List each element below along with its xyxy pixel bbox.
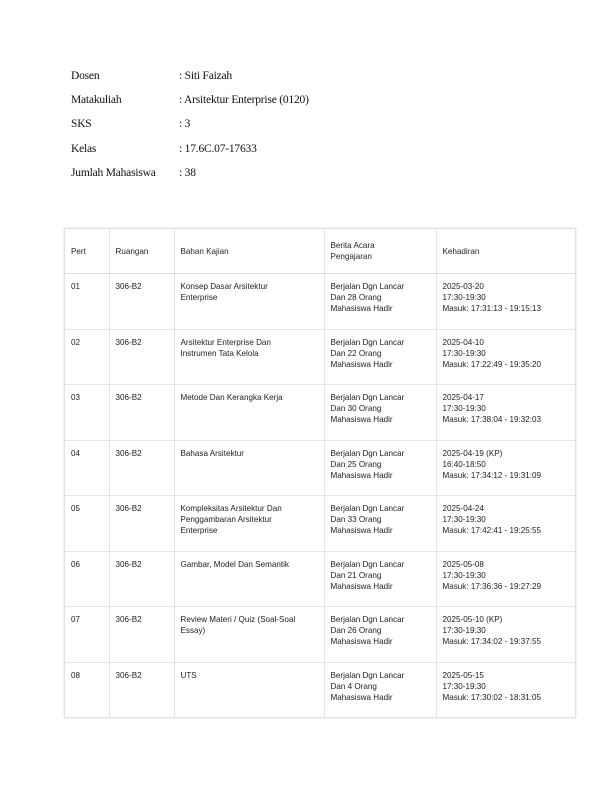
cell-pert: 01 — [65, 274, 109, 330]
cell-kehadiran — [436, 329, 575, 385]
cell-kehadiran-line: 2025-03-20 — [442, 282, 484, 291]
cell-bahan-kajian — [174, 551, 324, 607]
info-value: : 17.6C.07-17633 — [179, 142, 257, 155]
cell-bahan-kajian-line: Penggambaran Arsitektur — [180, 515, 272, 524]
info-label: Matakuliah — [71, 94, 122, 107]
cell-pert: 06 — [65, 551, 109, 607]
table-row — [65, 329, 575, 385]
cell-kehadiran-line: Masuk: 17:36:36 - 19:27:29 — [442, 581, 542, 591]
cell-berita-acara-line: Berjalan Dgn Lancar — [330, 448, 405, 458]
column-header-kehadiran: Kehadiran — [436, 229, 575, 274]
attendance-table-container — [64, 228, 576, 718]
cell-kehadiran-line: Masuk: 17:30:02 - 18:31:05 — [442, 692, 542, 702]
cell-kehadiran-line: Masuk: 17:22:49 - 19:35:20 — [442, 359, 542, 369]
cell-kehadiran — [436, 607, 575, 663]
cell-bahan-kajian-line: Kompleksitas Arsitektur Dan — [180, 504, 282, 513]
cell-kehadiran-line: 17:30-19:30 — [442, 404, 486, 413]
cell-kehadiran-line: 2025-04-17 — [442, 393, 484, 402]
column-header-pert: Pert — [65, 229, 109, 274]
cell-kehadiran-line: 17:30-19:30 — [442, 570, 486, 580]
cell-kehadiran — [436, 385, 575, 441]
cell-kehadiran-line: 2025-04-24 — [442, 504, 484, 513]
cell-kehadiran-line: Masuk: 17:34:12 - 19:31:09 — [442, 470, 542, 480]
cell-berita-acara-line: Dan 26 Orang — [330, 626, 382, 635]
cell-bahan-kajian-line: Gambar, Model Dan Semantik — [180, 559, 289, 569]
cell-bahan-kajian-line: Konsep Dasar Arsitektur — [180, 282, 268, 291]
cell-ruangan: 306-B2 — [109, 385, 174, 441]
table-body — [65, 274, 575, 718]
info-value: : 3 — [179, 118, 191, 131]
cell-kehadiran — [436, 662, 575, 718]
cell-kehadiran-line: 2025-05-15 — [442, 670, 484, 680]
cell-berita-acara-line: Dan 4 Orang — [330, 681, 377, 691]
cell-ruangan: 306-B2 — [109, 662, 174, 718]
column-header-bahan-kajian: Bahan Kajian — [174, 229, 324, 274]
cell-berita-acara-line: Mahasiswa Hadir — [330, 359, 393, 369]
cell-ruangan: 306-B2 — [109, 551, 174, 607]
cell-berita-acara-line: Berjalan Dgn Lancar — [330, 559, 405, 569]
cell-kehadiran-line: 17:30-19:30 — [442, 681, 486, 691]
cell-kehadiran-line: Masuk: 17:31:13 - 19:15:13 — [442, 304, 542, 313]
column-header-berita-acara — [324, 229, 436, 274]
cell-berita-acara — [324, 329, 436, 385]
column-header-ruangan: Ruangan — [109, 229, 174, 274]
cell-berita-acara-line: Dan 25 Orang — [330, 459, 382, 469]
cell-pert: 04 — [65, 440, 109, 496]
cell-kehadiran-line: Masuk: 17:42:41 - 19:25:55 — [442, 526, 542, 535]
cell-berita-acara-line: Mahasiswa Hadir — [330, 304, 393, 313]
cell-berita-acara — [324, 551, 436, 607]
cell-kehadiran-line: 17:30-19:30 — [442, 293, 486, 302]
cell-bahan-kajian-line: Bahasa Arsitektur — [180, 448, 244, 458]
cell-bahan-kajian — [174, 329, 324, 385]
cell-ruangan: 306-B2 — [109, 274, 174, 330]
cell-bahan-kajian — [174, 607, 324, 663]
cell-kehadiran-line: 2025-04-10 — [442, 337, 484, 347]
cell-bahan-kajian-line: Enterprise — [180, 526, 218, 535]
cell-berita-acara — [324, 274, 436, 330]
cell-bahan-kajian — [174, 440, 324, 496]
info-label: SKS — [71, 118, 92, 131]
cell-berita-acara — [324, 662, 436, 718]
cell-kehadiran — [436, 496, 575, 552]
info-value: : Arsitektur Enterprise (0120) — [179, 94, 309, 107]
table-row — [65, 662, 575, 718]
info-value: : 38 — [179, 166, 196, 179]
cell-berita-acara-line: Mahasiswa Hadir — [330, 470, 393, 480]
table-row — [65, 551, 575, 607]
cell-ruangan: 306-B2 — [109, 329, 174, 385]
cell-berita-acara-line: Berjalan Dgn Lancar — [330, 504, 405, 513]
cell-berita-acara-line: Dan 22 Orang — [330, 348, 382, 358]
cell-bahan-kajian-line: Enterprise — [180, 293, 218, 302]
cell-kehadiran-line: 2025-05-10 (KP) — [442, 615, 503, 624]
info-value: : Siti Faizah — [179, 70, 232, 82]
cell-berita-acara-line: Berjalan Dgn Lancar — [330, 670, 405, 680]
cell-kehadiran — [436, 440, 575, 496]
cell-ruangan: 306-B2 — [109, 607, 174, 663]
cell-pert: 02 — [65, 329, 109, 385]
cell-bahan-kajian-line: Arsitektur Enterprise Dan — [180, 337, 271, 347]
cell-berita-acara-line: Berjalan Dgn Lancar — [330, 393, 405, 402]
header-line: Pengajaran — [330, 252, 372, 261]
table-row — [65, 496, 575, 552]
cell-bahan-kajian — [174, 385, 324, 441]
table-header-row — [65, 229, 575, 274]
cell-berita-acara — [324, 440, 436, 496]
cell-kehadiran-line: 16:40-18:50 — [442, 459, 486, 469]
table-row — [65, 274, 575, 330]
attendance-table — [65, 229, 575, 718]
cell-berita-acara-line: Dan 30 Orang — [330, 404, 382, 413]
table-row — [65, 440, 575, 496]
cell-berita-acara — [324, 385, 436, 441]
cell-berita-acara-line: Dan 33 Orang — [330, 515, 382, 524]
cell-kehadiran-line: 17:30-19:30 — [442, 626, 486, 635]
cell-berita-acara-line: Berjalan Dgn Lancar — [330, 282, 405, 291]
cell-kehadiran-line: 17:30-19:30 — [442, 515, 486, 524]
cell-ruangan: 306-B2 — [109, 496, 174, 552]
cell-bahan-kajian-line: Essay) — [180, 626, 206, 635]
cell-pert: 03 — [65, 385, 109, 441]
cell-bahan-kajian-line: UTS — [180, 670, 197, 680]
cell-berita-acara-line: Mahasiswa Hadir — [330, 526, 393, 535]
cell-berita-acara-line: Mahasiswa Hadir — [330, 637, 393, 646]
cell-ruangan: 306-B2 — [109, 440, 174, 496]
table-row — [65, 385, 575, 441]
cell-pert: 05 — [65, 496, 109, 552]
cell-bahan-kajian — [174, 496, 324, 552]
cell-bahan-kajian-line: Instrumen Tata Kelola — [180, 348, 259, 358]
cell-kehadiran-line: 2025-04-19 (KP) — [442, 448, 503, 458]
cell-pert: 07 — [65, 607, 109, 663]
cell-kehadiran-line: 17:30-19:30 — [442, 348, 486, 358]
cell-berita-acara-line: Berjalan Dgn Lancar — [330, 337, 405, 347]
cell-pert: 08 — [65, 662, 109, 718]
info-label: Kelas — [71, 142, 97, 155]
cell-kehadiran-line: 2025-05-08 — [442, 559, 484, 569]
cell-berita-acara-line: Dan 28 Orang — [330, 293, 382, 302]
cell-bahan-kajian-line: Review Materi / Quiz (Soal-Soal — [180, 615, 296, 624]
cell-kehadiran-line: Masuk: 17:38:04 - 19:32:03 — [442, 415, 542, 424]
cell-bahan-kajian-line: Metode Dan Kerangka Kerja — [180, 393, 283, 402]
cell-berita-acara-line: Dan 21 Orang — [330, 570, 382, 580]
cell-berita-acara-line: Mahasiswa Hadir — [330, 581, 393, 591]
cell-kehadiran-line: Masuk: 17:34:02 - 19:37:55 — [442, 637, 542, 646]
cell-bahan-kajian — [174, 274, 324, 330]
info-label: Dosen — [71, 70, 100, 82]
header-line: Berita Acara — [330, 241, 375, 250]
table-row — [65, 607, 575, 663]
cell-kehadiran — [436, 551, 575, 607]
cell-berita-acara — [324, 607, 436, 663]
info-label: Jumlah Mahasiswa — [71, 166, 156, 179]
cell-bahan-kajian — [174, 662, 324, 718]
cell-kehadiran — [436, 274, 575, 330]
cell-berita-acara-line: Berjalan Dgn Lancar — [330, 615, 405, 624]
cell-berita-acara-line: Mahasiswa Hadir — [330, 692, 393, 702]
cell-berita-acara-line: Mahasiswa Hadir — [330, 415, 393, 424]
cell-berita-acara — [324, 496, 436, 552]
